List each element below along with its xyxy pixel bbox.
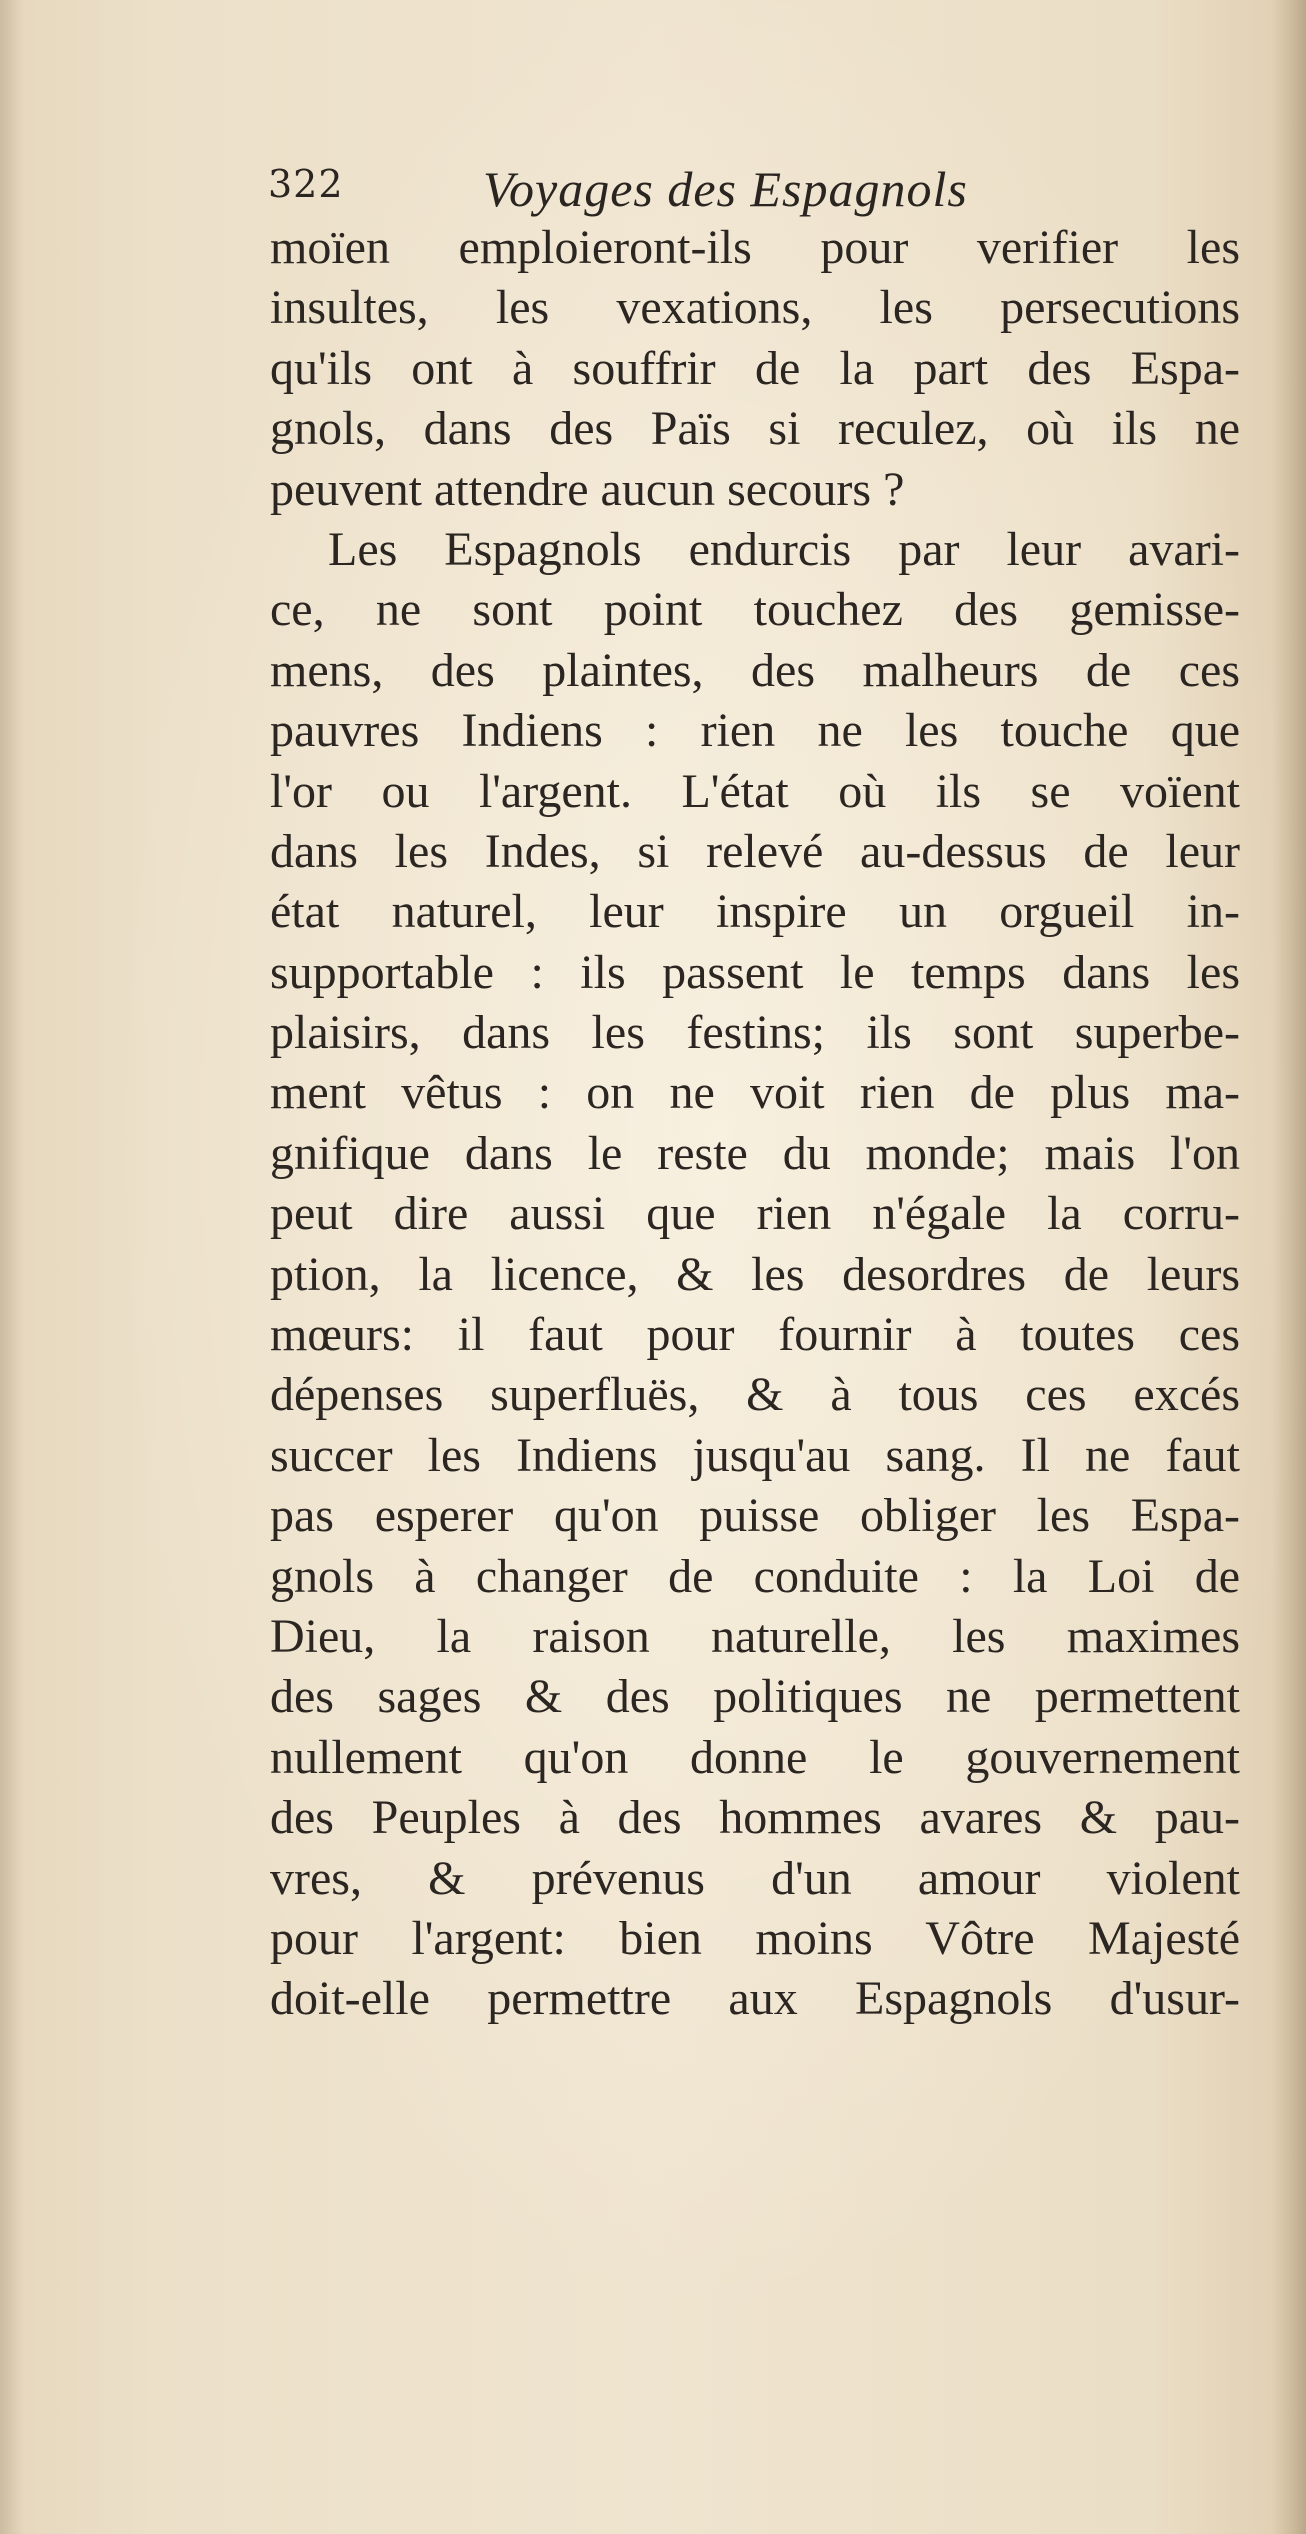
text-line: gnols, dans des Païs si reculez, où ils ne — [270, 402, 1240, 456]
text-line: mens, des plaintes, des malheurs de ces — [270, 643, 1240, 697]
page-number: 322 — [268, 162, 344, 206]
text-line: vres, & prévenus d'un amour violent — [270, 1851, 1240, 1905]
text-line: dépenses superfluës, & à tous ces excés — [270, 1368, 1240, 1422]
text-line: pour l'argent: bien moins Vôtre Majesté — [270, 1911, 1240, 1965]
text-line: peut dire aussi que rien n'égale la corru- — [270, 1187, 1240, 1241]
text-line: supportable : ils passent le temps dans les — [270, 945, 1240, 999]
text-line: ce, ne sont point touchez des gemisse- — [270, 583, 1240, 637]
running-title: Voyages des Espagnols — [483, 161, 968, 217]
paragraph-start-line: Les Espagnols endurcis par leur avari- — [328, 522, 1240, 576]
text-line: nullement qu'on donne le gouvernement — [270, 1730, 1240, 1784]
text-line: plaisirs, dans les festins; ils sont superbe- — [270, 1006, 1240, 1060]
text-line: gnols à changer de conduite : la Loi de — [270, 1549, 1240, 1603]
text-line: pas esperer qu'on puisse obliger les Espa- — [270, 1489, 1240, 1543]
text-line: ption, la licence, & les desordres de leurs — [270, 1247, 1240, 1301]
text-line: ment vêtus : on ne voit rien de plus ma- — [270, 1066, 1240, 1120]
text-line: moïen emploieront-ils pour verifier les — [270, 221, 1240, 274]
text-line: gnifique dans le reste du monde; mais l'on — [270, 1126, 1240, 1180]
text-line: succer les Indiens jusqu'au sang. Il ne faut — [270, 1428, 1240, 1482]
text-line: pauvres Indiens : rien ne les touche que — [270, 704, 1240, 758]
page-shadow-left — [0, 0, 24, 2534]
text-line: peuvent attendre aucun secours ? — [270, 462, 905, 516]
text-line: l'or ou l'argent. L'état où ils se voïent — [270, 764, 1240, 818]
text-line: insultes, les vexations, les persecutions — [270, 281, 1240, 335]
text-line: état naturel, leur inspire un orgueil in- — [270, 885, 1240, 939]
page-shadow-right — [1272, 0, 1306, 2534]
body-text — [270, 218, 1240, 2030]
text-line: des sages & des politiques ne permettent — [270, 1670, 1240, 1724]
text-line: des Peuples à des hommes avares & pau- — [270, 1791, 1240, 1845]
text-line: qu'ils ont à souffrir de la part des Espa- — [270, 341, 1240, 395]
text-line: doit-elle permettre aux Espagnols d'usur- — [270, 1972, 1240, 2026]
text-line: dans les Indes, si relevé au-dessus de leur — [270, 824, 1240, 878]
text-line: mœurs: il faut pour fournir à toutes ces — [270, 1308, 1240, 1362]
text-line: Dieu, la raison naturelle, les maximes — [270, 1609, 1240, 1663]
